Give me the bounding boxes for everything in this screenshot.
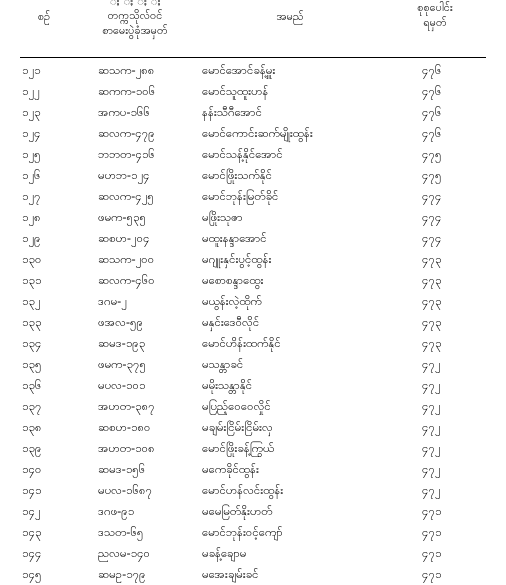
table-row — [0, 81, 506, 102]
row-number: ၁၄၄ — [22, 546, 42, 560]
row-score: ၄၇၂ — [422, 378, 441, 392]
row-name: မဖြိုးသုဇာ — [202, 210, 243, 224]
row-number: ၁၃၃ — [22, 315, 42, 329]
row-number: ၁၂၅ — [22, 147, 41, 161]
table-row — [0, 543, 506, 564]
row-name: မချမ်းငြိမ်းငြိမ်းလှ — [202, 420, 273, 434]
row-number: ၁၂၉ — [22, 231, 41, 245]
table-row — [0, 375, 506, 396]
row-number: ၁၂၂ — [22, 84, 40, 98]
row-number: ၁၄၅ — [22, 567, 42, 581]
table-row — [0, 480, 506, 501]
table-row — [0, 501, 506, 522]
header-score-line2: ရမှတ် — [423, 16, 447, 29]
header-exam-id-line1: တက္ကသိုလ်ဝင် — [107, 9, 163, 22]
row-name: မဂျူးနှင်းပွင့်ထွန်း — [202, 252, 272, 266]
table-row — [0, 438, 506, 459]
row-exam-id: အဟတ-၁၀၈ — [98, 441, 155, 455]
table-row — [0, 60, 506, 81]
row-exam-id: ဖမက-၅၃၅ — [98, 210, 146, 224]
table-row — [0, 207, 506, 228]
row-number: ၁၂၆ — [22, 168, 41, 182]
row-name: မောင်သန့်နိုင်အောင် — [202, 147, 283, 161]
row-name: မယွန်းလဲ့ထိုက် — [202, 294, 262, 308]
row-exam-id: ဆလက-၄၂၅ — [98, 189, 154, 203]
row-name: မောင်ဖြိုးခန့်ကြွယ် — [202, 441, 275, 455]
row-score: ၄၇၁ — [422, 567, 442, 581]
row-exam-id: ဆမဒ-၁၅၆ — [98, 462, 146, 476]
row-name: မောင်ဘုန်းဝင့်ကျော် — [202, 525, 283, 539]
row-exam-id: ဖမက-၃၇၅ — [98, 357, 146, 371]
row-number: ၁၃၄ — [22, 336, 42, 350]
row-score: ၄၇၅ — [422, 147, 442, 161]
row-score: ၄၇၅ — [422, 168, 442, 182]
table-row — [0, 249, 506, 270]
row-exam-id: ဆလက-၄၇၉ — [98, 126, 155, 140]
table-row — [0, 459, 506, 480]
row-name: နန်းသီဂီအောင် — [202, 105, 262, 119]
header-divider — [20, 57, 486, 58]
row-name: မသန္တာခင် — [202, 357, 244, 371]
row-score: ၄၇၃ — [422, 252, 442, 266]
row-number: ၁၃၅ — [22, 357, 42, 371]
table-row — [0, 396, 506, 417]
row-score: ၄၇၃ — [422, 315, 442, 329]
row-number: ၁၂၃ — [22, 105, 41, 119]
row-name: မောင်ဟိန်းထက်နိုင် — [202, 336, 281, 350]
table-row — [0, 165, 506, 186]
row-name: မောင်ဘုန်းမြတ်ခိုင် — [202, 189, 279, 203]
row-exam-id: ဆသက-၂၀၀ — [98, 252, 155, 266]
row-score: ၄၇၂ — [422, 357, 441, 371]
row-name: မနှင်းဒေဝီလိုင် — [202, 315, 260, 329]
table-row — [0, 522, 506, 543]
row-exam-id: ဆသက-၂၈၈ — [98, 63, 155, 77]
header-name: အမည် — [276, 10, 304, 23]
row-number: ၁၃၇ — [22, 399, 42, 413]
table-row — [0, 564, 506, 585]
row-exam-id: ဒဂမ-၂ — [98, 294, 127, 308]
row-score: ၄၇၂ — [422, 420, 441, 434]
row-number: ၁၂၈ — [22, 210, 41, 224]
row-exam-id: ဒသတ-၆၅ — [98, 525, 144, 539]
table-row — [0, 102, 506, 123]
row-number: ၁၄၃ — [22, 525, 42, 539]
row-exam-id: ဘဘတ-၄၁၆ — [98, 147, 155, 161]
row-score: ၄၇၃ — [422, 336, 442, 350]
row-number: ၁၂၁ — [22, 63, 41, 77]
row-number: ၁၃၀ — [22, 252, 42, 266]
row-number: ၁၃၈ — [22, 420, 42, 434]
header-exam-id-clipped: ႈ ႈ ႈ ႈ — [109, 0, 161, 8]
table-row — [0, 417, 506, 438]
row-exam-id: ဆကက-၁၀၆ — [98, 84, 156, 98]
row-number: ၁၃၁ — [22, 273, 42, 287]
row-exam-id: မပလ-၁၀၁ — [98, 378, 146, 392]
header-exam-id-line2: စာမေးပွဲခုံအမှတ် — [102, 24, 168, 37]
row-number: ၁၃၉ — [22, 441, 42, 455]
header-score-line1: စုစုပေါင်း — [417, 1, 453, 14]
table-row — [0, 333, 506, 354]
row-name: မခန့်ချောမ — [202, 546, 247, 560]
row-exam-id: ဒဂဖ-၉၁ — [98, 504, 135, 518]
row-exam-id: မဟဘ-၁၂၄ — [98, 168, 150, 182]
row-exam-id: ဆစဟ-၁၈၀ — [98, 420, 151, 434]
row-name: မထူးနန္ဒာအောင် — [202, 231, 267, 245]
row-number: ၁၂၇ — [22, 189, 41, 203]
row-score: ၄၇၁ — [422, 504, 442, 518]
row-name: မပြည့်ဝေဝေလှိုင် — [202, 399, 271, 413]
row-exam-id: အကပ-၁၆၆ — [98, 105, 150, 119]
table-row — [0, 123, 506, 144]
row-number: ၁၃၆ — [22, 378, 42, 392]
table-row — [0, 354, 506, 375]
row-name: မကေခိုင်ထွန်း — [202, 462, 259, 476]
row-score: ၄၇၂ — [422, 441, 441, 455]
table-header — [0, 0, 506, 58]
row-name: မမေမြတ်နိုးဟတ် — [202, 504, 273, 518]
row-name: မောင်သူထူးဟန် — [202, 84, 269, 98]
row-exam-id: မပလ-၁၆၈၇ — [98, 483, 153, 497]
row-number: ၁၃၂ — [22, 294, 41, 308]
row-name: မမိုးသန္တာနိုင် — [202, 378, 253, 392]
table-row — [0, 228, 506, 249]
header-exam-id — [70, 0, 200, 38]
row-score: ၄၇၂ — [422, 399, 441, 413]
row-score: ၄၇၃ — [422, 273, 442, 287]
table-row — [0, 144, 506, 165]
row-score: ၄၇၆ — [422, 126, 442, 140]
row-name: မောင်ဟန်လင်းထွန်း — [202, 483, 284, 497]
row-score: ၄၇၄ — [422, 210, 442, 224]
row-exam-id: ဆမဥ-၁၇၉ — [98, 567, 146, 581]
table-row — [0, 291, 506, 312]
header-total-score — [395, 0, 475, 30]
row-exam-id: ဖအလ-၅၉ — [98, 315, 143, 329]
row-number: ၁၂၄ — [22, 126, 41, 140]
table-row — [0, 186, 506, 207]
row-number: ၁၄၀ — [22, 462, 42, 476]
row-name: မောင်အောင်ခန့်မှူး — [202, 63, 276, 77]
row-name: မောင်ဖြိုးသက်နိုင် — [202, 168, 273, 182]
row-name: မစောစန္ဒာထွေး — [202, 273, 264, 287]
row-score: ၄၇၃ — [422, 294, 442, 308]
table-row — [0, 312, 506, 333]
row-exam-id: ဆစဟ-၂၀၄ — [98, 231, 150, 245]
row-exam-id: အဟတ-၃၈၇ — [98, 399, 155, 413]
row-name: မအေးချမ်းခင် — [202, 567, 259, 581]
row-number: ၁၄၂ — [22, 504, 41, 518]
row-score: ၄၇၂ — [422, 483, 441, 497]
row-score: ၄၇၂ — [422, 462, 441, 476]
row-name: မောင်ကောင်းဆက်မျိုးထွန်း — [202, 126, 313, 140]
row-score: ၄၇၁ — [422, 546, 442, 560]
row-score: ၄၇၆ — [422, 105, 442, 119]
row-exam-id: ဆမဒ-၁၉၃ — [98, 336, 146, 350]
row-score: ၄၇၆ — [422, 84, 442, 98]
row-score: ၄၇၄ — [422, 231, 442, 245]
table-row — [0, 270, 506, 291]
row-exam-id: ညလမ-၁၄၀ — [98, 546, 151, 560]
row-exam-id: ဆလက-၄၆၀ — [98, 273, 155, 287]
header-number: စဉ် — [37, 10, 51, 23]
row-score: ၄၇၄ — [422, 189, 442, 203]
row-score: ၄၇၁ — [422, 525, 442, 539]
row-number: ၁၄၁ — [22, 483, 42, 497]
row-score: ၄၇၆ — [422, 63, 442, 77]
